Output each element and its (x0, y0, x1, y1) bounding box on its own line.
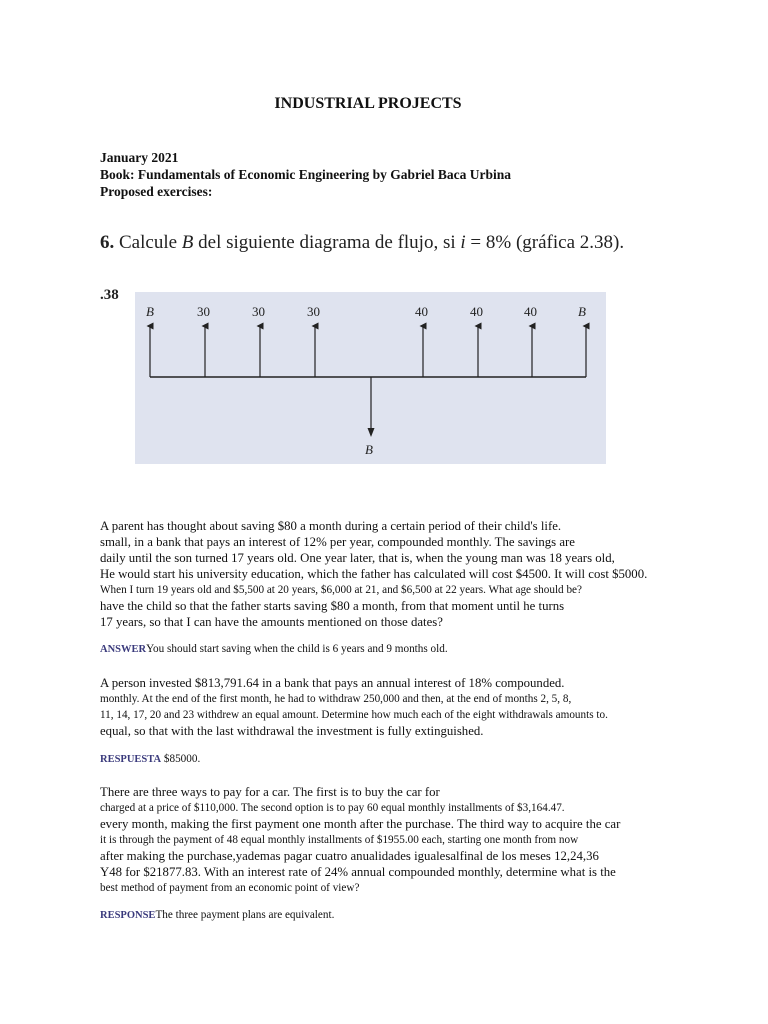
answer-3-label: RESPONSE (100, 910, 156, 921)
answer-1-text: You should start saving when the child is 6 years and 9 months old. (146, 643, 448, 655)
exercise-text-a: Calcule (119, 232, 182, 253)
problem-3-line-2: charged at a price of $110,000. The second option is to pay 60 equal monthly installments of $3,164.47. (100, 802, 565, 814)
answer-2-text: $85000. (161, 753, 201, 765)
problem-2-line-3: 11, 14, 17, 20 and 23 withdrew an equal amount. Determine how much each of the eight withdrawals amounts to. (100, 709, 608, 721)
figure-number: .38 (100, 287, 119, 303)
problem-2 (100, 675, 720, 739)
problem-1 (100, 518, 720, 630)
problem-3-line-6: Y48 for $21877.83. With an interest rate of 24% annual compounded monthly, determine what is the (100, 865, 616, 879)
top-label-6: 40 (470, 304, 483, 319)
top-label-5: 40 (415, 304, 428, 319)
problem-1-line-5: When I turn 19 years old and $5,500 at 20 years, $6,000 at 21, and $6,500 at 22 years. What age should be? (100, 584, 582, 596)
book-line: Book: Fundamentals of Economic Engineering by Gabriel Baca Urbina (100, 167, 512, 182)
date-line: January 2021 (100, 150, 179, 165)
proposed-line: Proposed exercises: (100, 184, 213, 199)
exercise-var-i: i (460, 232, 466, 253)
problem-1-line-1: A parent has thought about saving $80 a month during a certain period of their child's life. (100, 519, 562, 533)
exercise-text-c: = 8% (gráfica 2.38). (465, 232, 625, 253)
exercise-text-b: del siguiente diagrama de flujo, si (193, 232, 461, 253)
top-label-1: B (146, 304, 154, 319)
exercise-number: 6. (100, 232, 115, 253)
problem-1-line-4: He would start his university education, which the father has calculated will cost $4500. It will cost $5000. (100, 567, 648, 581)
problem-1-line-7: 17 years, so that I can have the amounts mentioned on those dates? (100, 615, 443, 629)
problem-3 (100, 784, 720, 896)
answer-3-text: The three payment plans are equivalent. (155, 909, 335, 921)
top-label-8: B (578, 304, 586, 319)
problem-2-line-1: A person invested $813,791.64 in a bank that pays an annual interest of 18% compounded. (100, 676, 565, 690)
document-title: INDUSTRIAL PROJECTS (274, 95, 462, 112)
problem-2-line-4: equal, so that with the last withdrawal the investment is fully extinguished. (100, 724, 484, 738)
problem-1-line-3: daily until the son turned 17 years old. One year later, that is, when the young man was 18 years old, (100, 551, 615, 565)
cash-flow-diagram (135, 292, 606, 464)
answer-2 (100, 753, 200, 765)
problem-2-line-2: monthly. At the end of the first month, he had to withdraw 250,000 and then, at the end of months 2, 5, 8, (100, 693, 572, 705)
top-label-4: 30 (307, 304, 320, 319)
bottom-label: B (365, 442, 373, 457)
problem-3-line-7: best method of payment from an economic point of view? (100, 882, 360, 894)
answer-1 (100, 643, 448, 655)
answer-3 (100, 909, 334, 921)
exercise-heading (100, 232, 624, 254)
downward-arrowhead (368, 428, 375, 437)
problem-3-line-3: every month, making the first payment one month after the purchase. The third way to acquire the car (100, 817, 621, 831)
problem-3-line-1: There are three ways to pay for a car. The first is to buy the car for (100, 785, 440, 799)
problem-1-line-6: have the child so that the father starts saving $80 a month, from that moment until he turns (100, 599, 565, 613)
top-label-2: 30 (197, 304, 210, 319)
problem-1-line-2: small, in a bank that pays an interest of 12% per year, compounded monthly. The savings are (100, 535, 575, 549)
answer-2-label: RESPUESTA (100, 754, 162, 765)
top-label-7: 40 (524, 304, 537, 319)
answer-1-label: ANSWER (100, 644, 147, 655)
top-label-3: 30 (252, 304, 265, 319)
exercise-var-b: B (181, 232, 194, 253)
problem-3-line-5: after making the purchase,yademas pagar cuatro anualidades igualesalfinal de los meses 12,24,36 (100, 849, 599, 863)
problem-3-line-4: it is through the payment of 48 equal monthly installments of $1955.00 each, starting one month from now (100, 834, 579, 846)
